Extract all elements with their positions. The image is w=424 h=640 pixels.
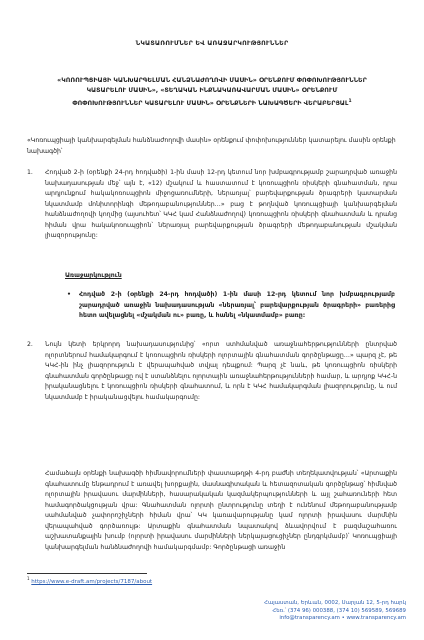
contact-block xyxy=(186,600,406,623)
list-item-text: Հոդված 2-ի (օրենքի 24-րդ հոդվածի) 1-ին մասի 12-րդ կետում նոր խմբագրությամբ շարադրված առաջին նախադասության մեջ՝ այն է, «12) մշակում և հաստատում է կոռուպցիոն ռիսկերի գնահատման, դրա արդյունքում հակակոռուպցիոն միջոցառումների, ներառյալ՝ բարեվարքության ծրագրերի կատարման նկատմամբ մոնիտորինգի մեթոդաբանություններ…» բաց է թողնված կոռուպցիայի կանխարգելման հանձնաժողովի կողմից (այսուհետ՝ ԿԿՀ կամ Հանձնաժողով) կոռուպցիոն ռիսկերի գնահատման և դրանց հիման վրա հակակոռուպցիոն՝ ներառյալ բարեվարքության ծրագրերի մեթոդաբանության մշակման լիազորությունը: xyxy=(45,169,397,239)
document-subtitle xyxy=(56,76,368,109)
footnote-divider xyxy=(27,573,147,574)
bullet-icon: • xyxy=(67,291,71,298)
contact-address: Հայաստան, Երևան, 0002, Սարյան 12, 5-րդ հարկ xyxy=(264,600,406,606)
list-item-text: Նույն կետի երկրորդ նախադասությունից՝ «որտ ստհմանված առաջնահերթությունների ընտրված ոլորտներում համակարգում է կոռուպցիոն ռիսկերի ոլորտային գնահատման գործընթացը…» պարզ չէ, թե ԿԿՀ-ին ինչ լիազորություն է վերապահված տվյալ դեպքում: Պարզ չէ նաև, թե կոռուպցիոն ռիսկերի գնահատման գործընթացը ով է ստանձնելու ոլորտային առաջնահերթությունների համար, և արդյոք ԿԿՀ-ն իրականացնելու է կոռուպցիոն ռիսկերի գնահատում, և որն է ԿԿՀ համակարգման լիազորությունը, և ում նկատմամբ է իրականացվելու համակարգումը: xyxy=(45,341,397,401)
subtitle-text: «ԿՈՌՈՒՊՑԻԱՅԻ ԿԱՆԽԱՐԳԵԼՄԱՆ ՀԱՆՁՆԱԺՈՂՈՎԻ ՄԱՍԻՆ» ՕՐԵՆՔՈՒՄ ՓՈՓՈԽՈՒԹՅՈՒՆՆԵՐ ԿԱՏԱՐԵԼՈՒ ՄԱՍԻՆ», «ՏԵՂԱԿԱՆ ԻՆՔՆԱԿԱՌԱՎԱՐՄԱՆ ՄԱՍԻՆ» ՕՐԵՆՔՈՒՄ ՓՈՓՈԽՈՒԹՅՈՒՆՆԵՐ ԿԱՏԱՐԵԼՈՒ ՄԱՍԻՆ» ՕՐԵՆՔՆԵՐԻ ՆԱԽԱԳԾԵՐԻ ՎԵՐԱԲԵՐՅԱԼ xyxy=(57,77,367,107)
proposal-heading: Առաջարկություն xyxy=(65,272,122,279)
body-paragraph: Համաձայն օրենքի նախագծի հիմնավորումների փաստաթղթի 4-րդ բաժնի տեղեկատվության՝ «Արտաքին գնահատումը ենթադրում է առավել խորքային, մասնագիտական և հետազոտական գործընթաց՝ հիմնված ոլորտային իրավասու մարմինների, հասարակական կազմակերպությունների և այլ շահառուների հետ համագործակցության վրա: Գնահատման ոլորտի ընտրությունը տեղի է ունենում մեթոդաբանությամբ սահմանված չափորոշիչների հիման վրա՝ ԿԿ կառավարությանը կամ ոլորտի իրավասու մարմնին վերապահված գործառույթ: Արտաքին գնահատման նպատակով ձևավորվում է բազմաշահառու աշխատանքային խումբ (ոլորտի իրավասու մարմինների ներկայացուցիչներ ընդգրկմամբ)՝ Կոռուպցիայի կանխարգելման հանձնաժողովի համակարգմամբ: Գործընթացի առաջին xyxy=(45,470,397,551)
list-item-number: 1. xyxy=(27,169,33,176)
subtitle-footnote-mark: 1 xyxy=(348,98,352,104)
list-item-number: 2. xyxy=(27,341,33,348)
footnote xyxy=(27,576,152,585)
contact-email-web[interactable]: info@transparency.am • www.transparency.am xyxy=(279,615,406,622)
footnote-link[interactable]: https://www.e-draft.am/projects/7187/about xyxy=(31,578,153,585)
document-title: ՆԿԱՏԱՌՈՒՄՆԵՐ ԵՎ ԱՌԱՋԱՐԿՈՒԹՅՈՒՆՆԵՐ xyxy=(135,40,289,47)
proposal-bullet-text: Հոդված 2-ի (օրենքի 24-րդ հոդվածի) 1-ին մասի 12-րդ կետում նոր խմբագրությամբ շարադրված առաջին նախադասության «ներառյալ՝ բարեվարքության ծրագրերի» բառերից հետո ավելացնել «մշակման ու» բառը, և հանել «նկատմամբ» բառը: xyxy=(79,291,395,319)
intro-paragraph: «Կոռուպցիայի կանխարգելման հանձնաժողովի մասին» օրենքում փոփոխություններ կատարելու մասին օրենքի նախագծի՝ xyxy=(27,137,396,155)
contact-phones: Հեռ.՝ (374 96) 000388, (374 10) 569589, 569689 xyxy=(272,607,406,614)
footnote-mark: 1 xyxy=(27,576,30,581)
